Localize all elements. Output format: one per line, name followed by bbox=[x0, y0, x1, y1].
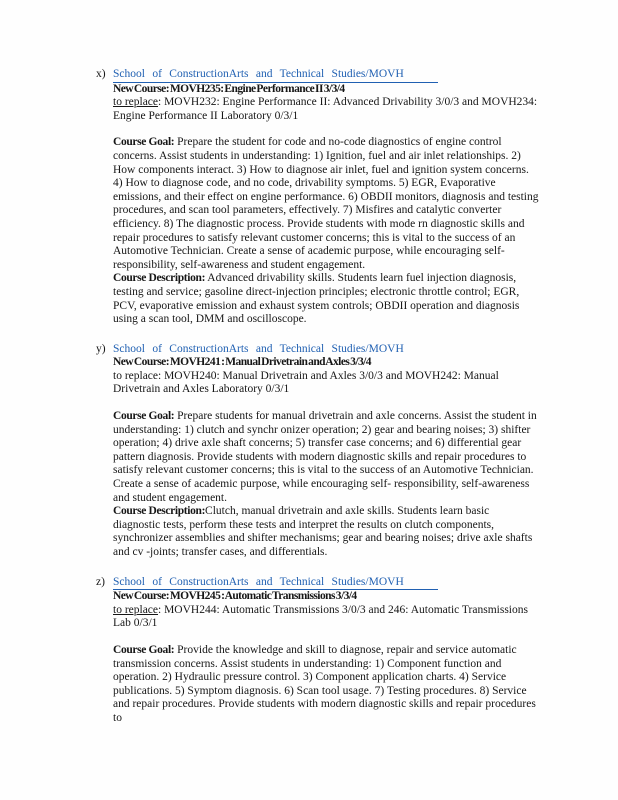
section-z bbox=[96, 576, 539, 726]
course-goal-label: Course Goal: bbox=[113, 643, 175, 656]
document-body bbox=[96, 68, 539, 742]
course-goal-text: Provide the knowledge and skill to diagnose, repair and service automatic transmission concerns. Assist students in understanding: 1) Component function and operation. 2) Hydraulic pressure control. 3) Component application charts. 4) Service publications. 5) Symptom diagnosis. 6) Scan tool usage. 7) Testing procedures. 8) Service and repair procedures. Provide students with modern diagnostic skills and repair procedures to bbox=[113, 643, 536, 724]
course-goal-label: Course Goal: bbox=[113, 136, 175, 149]
course-description-paragraph bbox=[113, 272, 539, 326]
course-description-paragraph bbox=[113, 505, 539, 559]
paragraph-gap bbox=[113, 123, 539, 136]
replace-text: : MOVH244: Automatic Transmissions 3/0/3 and 246: Automatic Transmissions Lab 0/3/1 bbox=[113, 603, 528, 630]
course-goal-paragraph bbox=[113, 136, 539, 272]
course-description-text: Clutch, manual drivetrain and axle skills. Students learn basic diagnostic tests, perform these tests and interpret the results on clutch components, synchronizer assemblies and shifter mechanisms; gear and bearing noises; drive axle shafts and cv -joints; transfer cases, and differentials. bbox=[113, 505, 533, 558]
replace-text: : MOVH232: Engine Performance II: Advanced Drivability 3/0/3 and MOVH234: Engine Performance II Laboratory 0/3/1 bbox=[113, 96, 538, 122]
replace-line bbox=[113, 604, 539, 631]
school-heading-link[interactable]: School of ConstructionArts and Technical Studies/MOVH bbox=[113, 576, 438, 591]
course-goal-paragraph bbox=[113, 644, 539, 726]
course-goal-text: Prepare the student for code and no-code diagnostics of engine control concerns. Assist students in understanding: 1) Ignition, fuel and air inlet relationships. 2) How components interact. 3) How to diagnose air inlet, fuel and ignition system concerns. 4) How to diagnose code, and no code, drivability symptoms. 5) EGR, Evaporative emissions, and their effect on engine performance. 6) OBDII monitors, diagnosis and testing procedures, and scan tool parameters, effectively. 7) Misfires and catalytic converter efficiency. 8) The diagnostic process. Provide students with mode rn diagnostic skills and repair procedures to satisfy relevant customer concerns; this is vital to the success of an Automotive Technician. Create a sense of academic purpose, while encouraging self-responsibility, self-awareness and student engagement. bbox=[113, 136, 539, 271]
to-replace-label: to replace bbox=[113, 369, 159, 382]
heading-line bbox=[113, 343, 539, 357]
paragraph-gap bbox=[113, 631, 539, 644]
school-heading-link[interactable]: School of ConstructionArts and Technical Studies/MOVH bbox=[113, 68, 438, 83]
school-heading-link[interactable]: School of ConstructionArts and Technical Studies/MOVH bbox=[113, 342, 404, 355]
course-description-label: Course Description: bbox=[113, 272, 206, 285]
new-course-line: New Course: MOVH241 : Manual Drivetrain and Axles 3/3/4 bbox=[113, 356, 372, 369]
replace-line bbox=[113, 96, 539, 123]
course-goal-text: Prepare students for manual drivetrain and axle concerns. Assist the student in understanding: 1) clutch and synchr onizer operation; 2) gear and bearing noises; 3) shifter operation; 4) drive axle shaft concerns; 5) transfer case concerns; and 6) differential gear pattern diagnosis. Provide students with modern diagnostic skills and repair procedures to satisfy relevant customer concerns; this is vital to the success of an Automotive Technician. Create a sense of academic purpose, while encouraging self- responsibility, self-awareness and student engagement. bbox=[113, 410, 537, 504]
new-course-line: New Course: MOVH245 : Automatic Transmissions 3/3/4 bbox=[113, 590, 357, 603]
new-course-line: New Course: MOVH235: Engine Performance II 3/3/4 bbox=[113, 82, 345, 95]
to-replace-label: to replace bbox=[113, 96, 159, 109]
section-y bbox=[96, 343, 539, 560]
section-marker: y) bbox=[96, 342, 106, 355]
course-goal-paragraph bbox=[113, 410, 539, 505]
course-goal-label: Course Goal: bbox=[113, 410, 175, 423]
replace-text: : MOVH240: Manual Drivetrain and Axles 3/0/3 and MOVH242: Manual Drivetrain and Axles Laboratory 0/3/1 bbox=[113, 369, 499, 396]
heading-line bbox=[113, 576, 539, 591]
course-description-text: Advanced drivability skills. Students learn fuel injection diagnosis, testing and service; gasoline direct-injection principles; electronic throttle control; EGR, PCV, evaporative emission and exhaust system controls; OBDII operation and diagnosis using a scan tool, DMM and oscilloscope. bbox=[113, 272, 520, 326]
section-marker: x) bbox=[96, 68, 106, 80]
replace-line bbox=[113, 370, 539, 397]
section-x bbox=[96, 68, 539, 327]
course-description-label: Course Description: bbox=[113, 505, 206, 518]
section-marker: z) bbox=[96, 575, 105, 588]
to-replace-label: to replace bbox=[113, 603, 159, 616]
heading-line bbox=[113, 68, 539, 83]
paragraph-gap bbox=[113, 397, 539, 410]
